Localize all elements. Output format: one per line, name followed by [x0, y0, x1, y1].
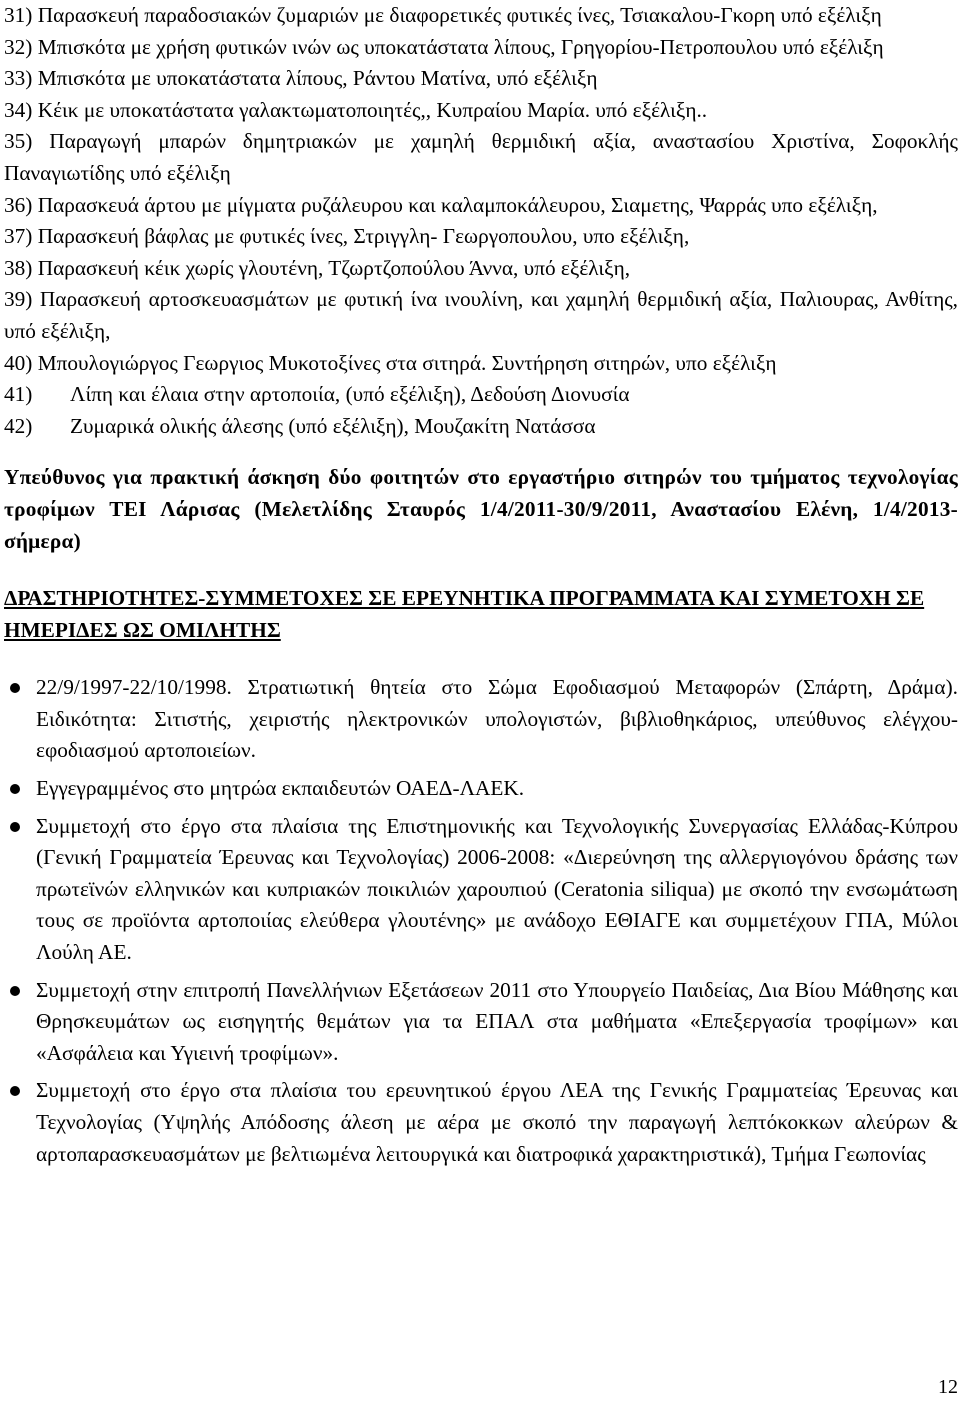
bullet-text: 22/9/1997-22/10/1998. Στρατιωτική θητεία στο Σώμα Εφοδιασμού Μεταφορών (Σπάρτη, Δράμα). Ειδικότητα: Σιτιστής, χειριστής ηλεκτρονικών υπολογιστών, βιβλιοθηκάριος, υπεύθυνος ελέγχου-εφοδιασμού αρτοποιείων.	[36, 675, 958, 763]
list-item	[4, 411, 958, 443]
list-item: 33) Μπισκότα με υποκατάστατα λίπους, Ράντου Ματίνα, υπό εξέλιξη	[4, 66, 598, 91]
bullet-icon	[10, 1086, 20, 1096]
bullet-item	[36, 811, 958, 969]
page-number: 12	[938, 1376, 958, 1398]
bullet-item	[36, 1075, 958, 1170]
list-item: 39) Παρασκευή αρτοσκευασμάτων με φυτική ίνα ινουλίνη, και χαμηλή θερμιδική αξία, Παλιουρας, Ανθίτης, υπό εξέλιξη,	[4, 287, 958, 343]
list-item: 38) Παρασκευή κέικ χωρίς γλουτένη, Τζωρτζοπούλου Άννα, υπό εξέλιξη,	[4, 255, 631, 280]
list-item: 34) Κέικ με υποκατάστατα γαλακτωματοποιητές,, Κυπραίου Μαρία. υπό εξέλιξη..	[4, 97, 708, 122]
bullet-item	[36, 975, 958, 1070]
list-item: 37) Παρασκευή βάφλας με φυτικές ίνες, Στριγγλη- Γεωργοπουλου, υπο εξέλιξη,	[4, 224, 690, 249]
list-item: 36) Παρασκευά άρτου με μίγματα ρυζάλευρου και καλαμποκάλευρου, Σιαμετης, Ψαρράς υπο εξέλιξη,	[4, 192, 878, 217]
activities-list	[0, 672, 960, 1170]
bullet-icon	[10, 784, 20, 794]
practical-training-heading: Υπεύθυνος για πρακτική άσκηση δύο φοιτητών στο εργαστήριο σιτηρών του τμήματος τεχνολογίας τροφίμων ΤΕΙ Λάρισας (Μελετλίδης Σταυρός 1/4/2011-30/9/2011, Αναστασίου Ελένη, 1/4/2013-σήμερα)	[4, 465, 958, 553]
bullet-icon	[10, 822, 20, 832]
list-item-number: 41)	[4, 382, 33, 407]
numbered-list	[0, 0, 960, 442]
list-item-text: Λίπη και έλαια στην αρτοποιία, (υπό εξέλιξη), Δεδούση Διονυσία	[70, 382, 630, 407]
list-item: 32) Μπισκότα με χρήση φυτικών ινών ως υποκατάστατα λίπους, Γρηγορίου-Πετροπουλου υπό εξέλιξη	[4, 34, 884, 59]
bullet-text: Συμμετοχή στην επιτροπή Πανελλήνιων Εξετάσεων 2011 στο Υπουργείο Παιδείας, Δια Βίου Μάθησης και Θρησκευμάτων ως εισηγητής θεμάτων για τα ΕΠΑΛ στα μαθήματα «Επεξεργασία τροφίμων» και «Ασφάλεια και Υγιεινή τροφίμων».	[36, 977, 958, 1065]
list-item-text: Ζυμαρικά ολικής άλεσης (υπό εξέλιξη), Μουζακίτη Νατάσσα	[70, 413, 596, 438]
bullet-icon	[10, 683, 20, 693]
bullet-text: Εγγεγραμμένος στο μητρώα εκπαιδευτών ΟΑΕΔ-ΛΑΕΚ.	[36, 776, 525, 801]
bullet-item	[36, 672, 958, 767]
list-item-number: 42)	[4, 413, 33, 438]
bullet-text: Συμμετοχή στο έργο στα πλαίσια της Επιστημονικής και Τεχνολογικής Συνεργασίας Ελλάδας-Κύπρου (Γενική Γραμματεία Έρευνας και Τεχνολογίας) 2006-2008: «Διερεύνηση της αλλεργιογόνου δράσης των πρωτεϊνών ελληνικών και κυπριακών ποικιλιών χαρουπιού (Ceratonia siliqua) με σκοπό την ενσωμάτωση τους σε προϊόντα αρτοποιίας ελεύθερα γλουτένης» με ανάδοχο ΕΘΙΑΓΕ και συμμετέχουν ΓΠΑ, Μύλοι Λούλη ΑΕ.	[36, 813, 958, 965]
list-item: 40) Μπουλογιώργος Γεωργιος Μυκοτοξίνες στα σιτηρά. Συντήρηση σιτηρών, υπο εξέλιξη	[4, 350, 777, 375]
bullet-icon	[10, 986, 20, 996]
section-heading: ΔΡΑΣΤΗΡΙΟΤΗΤΕΣ-ΣΥΜΜΕΤΟΧΕΣ ΣΕ ΕΡΕΥΝΗΤΙΚΑ ΠΡΟΓΡΑΜΜΑΤΑ ΚΑΙ ΣΥΜΕΤΟΧΗ ΣΕ ΗΜΕΡΙΔΕΣ ΩΣ ΟΜΙΛΗΤΗΣ	[4, 586, 925, 642]
list-item: 35) Παραγωγή μπαρών δημητριακών με χαμηλή θερμιδική αξία, αναστασίου Χριστίνα, Σοφοκλής Παναγιωτίδης υπό εξέλιξη	[4, 129, 958, 185]
bullet-text: Συμμετοχή στο έργο στα πλαίσια του ερευνητικού έργου ΛΕΑ της Γενικής Γραμματείας Έρευνας και Τεχνολογίας (Υψηλής Απόδοσης άλεση με αέρα με σκοπό την παραγωγή λεπτόκοκκων αλεύρων & αρτοπαρασκευασμάτων με βελτιωμένα λειτουργικά και διατροφικά χαρακτηριστικά), Τμήμα Γεωπονίας	[36, 1078, 958, 1166]
bullet-item	[36, 773, 958, 805]
list-item	[4, 379, 958, 411]
list-item: 31) Παρασκευή παραδοσιακών ζυμαριών με διαφορετικές φυτικές ίνες, Τσιακαλου-Γκορη υπό εξέλιξη	[4, 3, 882, 27]
